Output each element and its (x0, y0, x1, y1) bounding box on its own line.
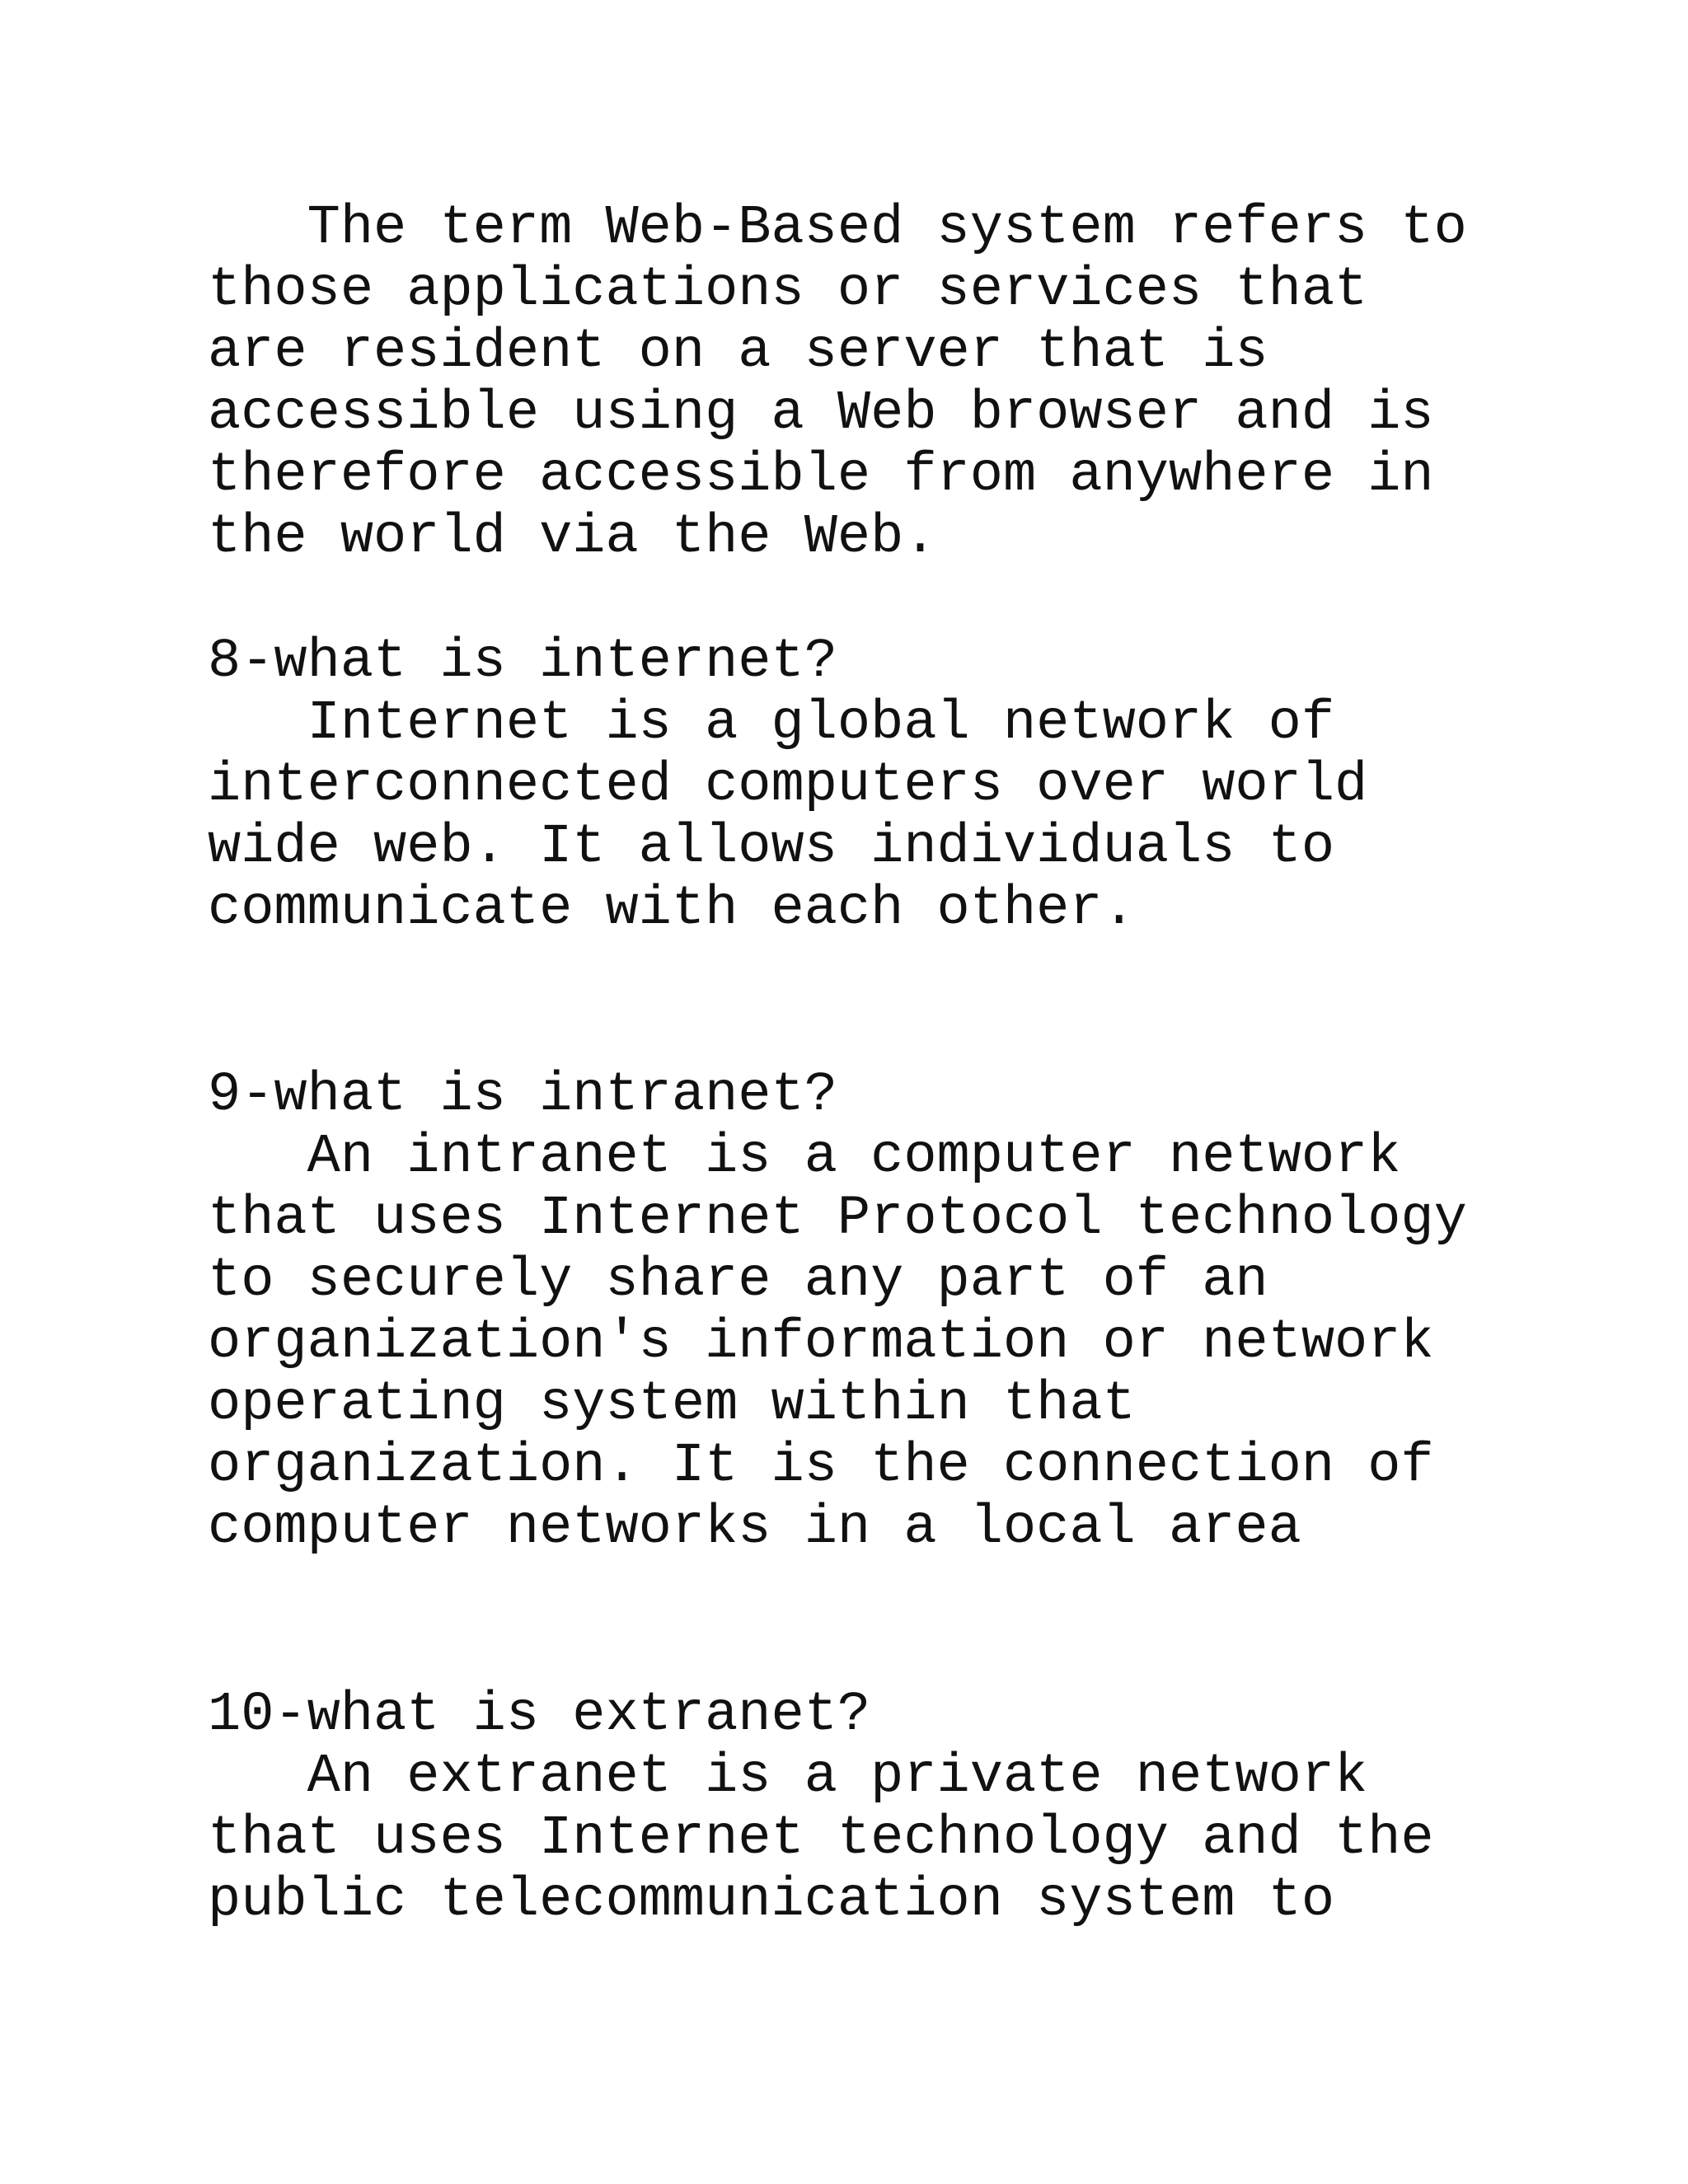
question-8-heading: 8-what is internet? (208, 630, 837, 693)
answer-9-line: operating system within that (208, 1373, 1136, 1436)
question-9-heading: 9-what is intranet? (208, 1064, 837, 1127)
answer-8-line: interconnected computers over world (208, 754, 1368, 817)
answer-10-line: that uses Internet technology and the (208, 1807, 1434, 1870)
intro-line: those applications or services that (208, 259, 1368, 321)
answer-8-line: communicate with each other. (208, 878, 1136, 940)
answer-8-line: Internet is a global network of (208, 692, 1335, 755)
intro-line: the world via the Web. (208, 506, 937, 569)
intro-line: The term Web-Based system refers to (208, 197, 1467, 260)
answer-9-line: that uses Internet Protocol technology (208, 1188, 1467, 1250)
intro-line: are resident on a server that is (208, 321, 1268, 383)
question-10-heading: 10-what is extranet? (208, 1684, 871, 1746)
answer-9-line: to securely share any part of an (208, 1249, 1268, 1312)
answer-9-line: organization. It is the connection of (208, 1435, 1434, 1497)
answer-10-line: An extranet is a private network (208, 1746, 1368, 1808)
answer-9-line: organization's information or network (208, 1311, 1434, 1374)
intro-line: therefore accessible from anywhere in (208, 444, 1434, 507)
answer-10-line: public telecommunication system to (208, 1869, 1335, 1932)
answer-9-line: computer networks in a local area (208, 1497, 1301, 1559)
answer-8-line: wide web. It allows individuals to (208, 816, 1335, 879)
answer-9-line: An intranet is a computer network (208, 1126, 1401, 1188)
intro-line: accessible using a Web browser and is (208, 382, 1434, 445)
